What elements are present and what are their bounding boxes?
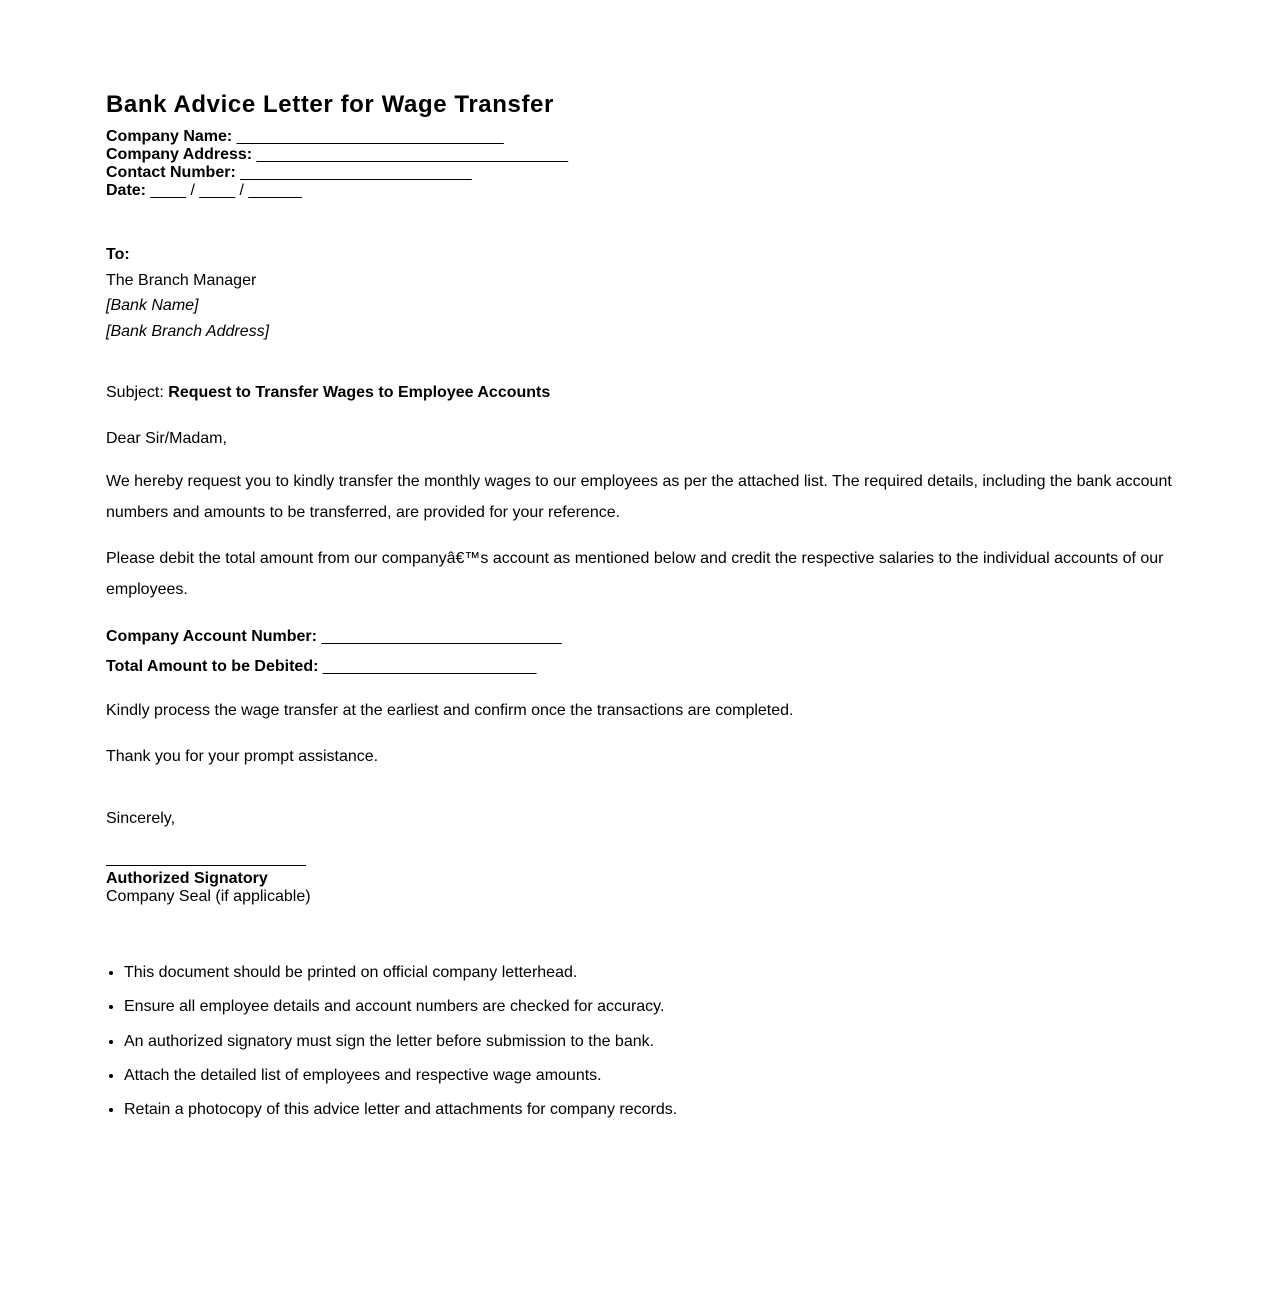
contact-number-field (106, 164, 1186, 182)
list-item: • Ensure all employee details and account numbers are checked for accuracy. (124, 995, 1186, 1019)
date-label: Date: (106, 182, 147, 199)
list-item: • An authorized signatory must sign the letter before submission to the bank. (124, 1030, 1186, 1054)
company-header-fields (106, 128, 1186, 200)
account-fields (106, 622, 1186, 682)
total-amount-field (106, 652, 1186, 682)
document-title: Bank Advice Letter for Wage Transfer (106, 91, 554, 118)
company-account-number-blank: ___________________________ (321, 628, 562, 645)
body-paragraph-thanks: Thank you for your prompt assistance. (106, 748, 379, 765)
company-name-label: Company Name: (106, 128, 233, 145)
contact-number-blank: __________________________ (240, 164, 472, 181)
notes-list (106, 961, 1186, 1122)
body-paragraph-debit: Please debit the total amount from our companyâ€™s account as mentioned below and credit the respective salaries to the individual accounts of our employees. (106, 550, 1164, 598)
list-item: • Attach the detailed list of employees and respective wage amounts. (124, 1064, 1186, 1088)
company-address-field (106, 146, 1186, 164)
company-address-blank: ___________________________________ (256, 146, 569, 163)
contact-number-label: Contact Number: (106, 164, 236, 181)
total-amount-label: Total Amount to be Debited: (106, 658, 319, 675)
subject-text: Request to Transfer Wages to Employee Accounts (168, 384, 551, 401)
company-address-label: Company Address: (106, 146, 253, 163)
recipient-label: To: (106, 246, 130, 263)
total-amount-blank: ________________________ (322, 658, 537, 675)
date-field (106, 182, 1186, 200)
list-item: • Retain a photocopy of this advice letter and attachments for company records. (124, 1098, 1186, 1122)
salutation: Dear Sir/Madam, (106, 430, 227, 447)
recipient-line-manager: The Branch Manager (106, 271, 257, 289)
company-name-field (106, 128, 1186, 146)
body-paragraph-process: Kindly process the wage transfer at the earliest and confirm once the transactions are completed. (106, 702, 794, 719)
list-item: • This document should be printed on official company letterhead. (124, 961, 1186, 985)
subject-line (106, 381, 1186, 405)
company-account-number-field (106, 622, 1186, 652)
signatory-title: Authorized Signatory (106, 870, 268, 887)
closing: Sincerely, (106, 810, 176, 827)
signatory-subtitle: Company Seal (if applicable) (106, 888, 311, 905)
company-account-number-label: Company Account Number: (106, 628, 317, 645)
recipient-block (106, 242, 1186, 344)
date-blank: ____ / ____ / ______ (150, 182, 302, 199)
body-paragraph-request: We hereby request you to kindly transfer the monthly wages to our employees as per the attached list. The required details, including the bank account numbers and amounts to be transferred, are provided for your reference. (106, 473, 1172, 521)
subject-prefix: Subject: (106, 384, 164, 401)
signature-line (106, 865, 306, 866)
company-name-blank: ______________________________ (236, 128, 504, 145)
recipient-line-branch-address: [Bank Branch Address] (106, 322, 270, 340)
letter-content (106, 90, 1186, 1132)
recipient-line-bank-name: [Bank Name] (106, 297, 199, 314)
